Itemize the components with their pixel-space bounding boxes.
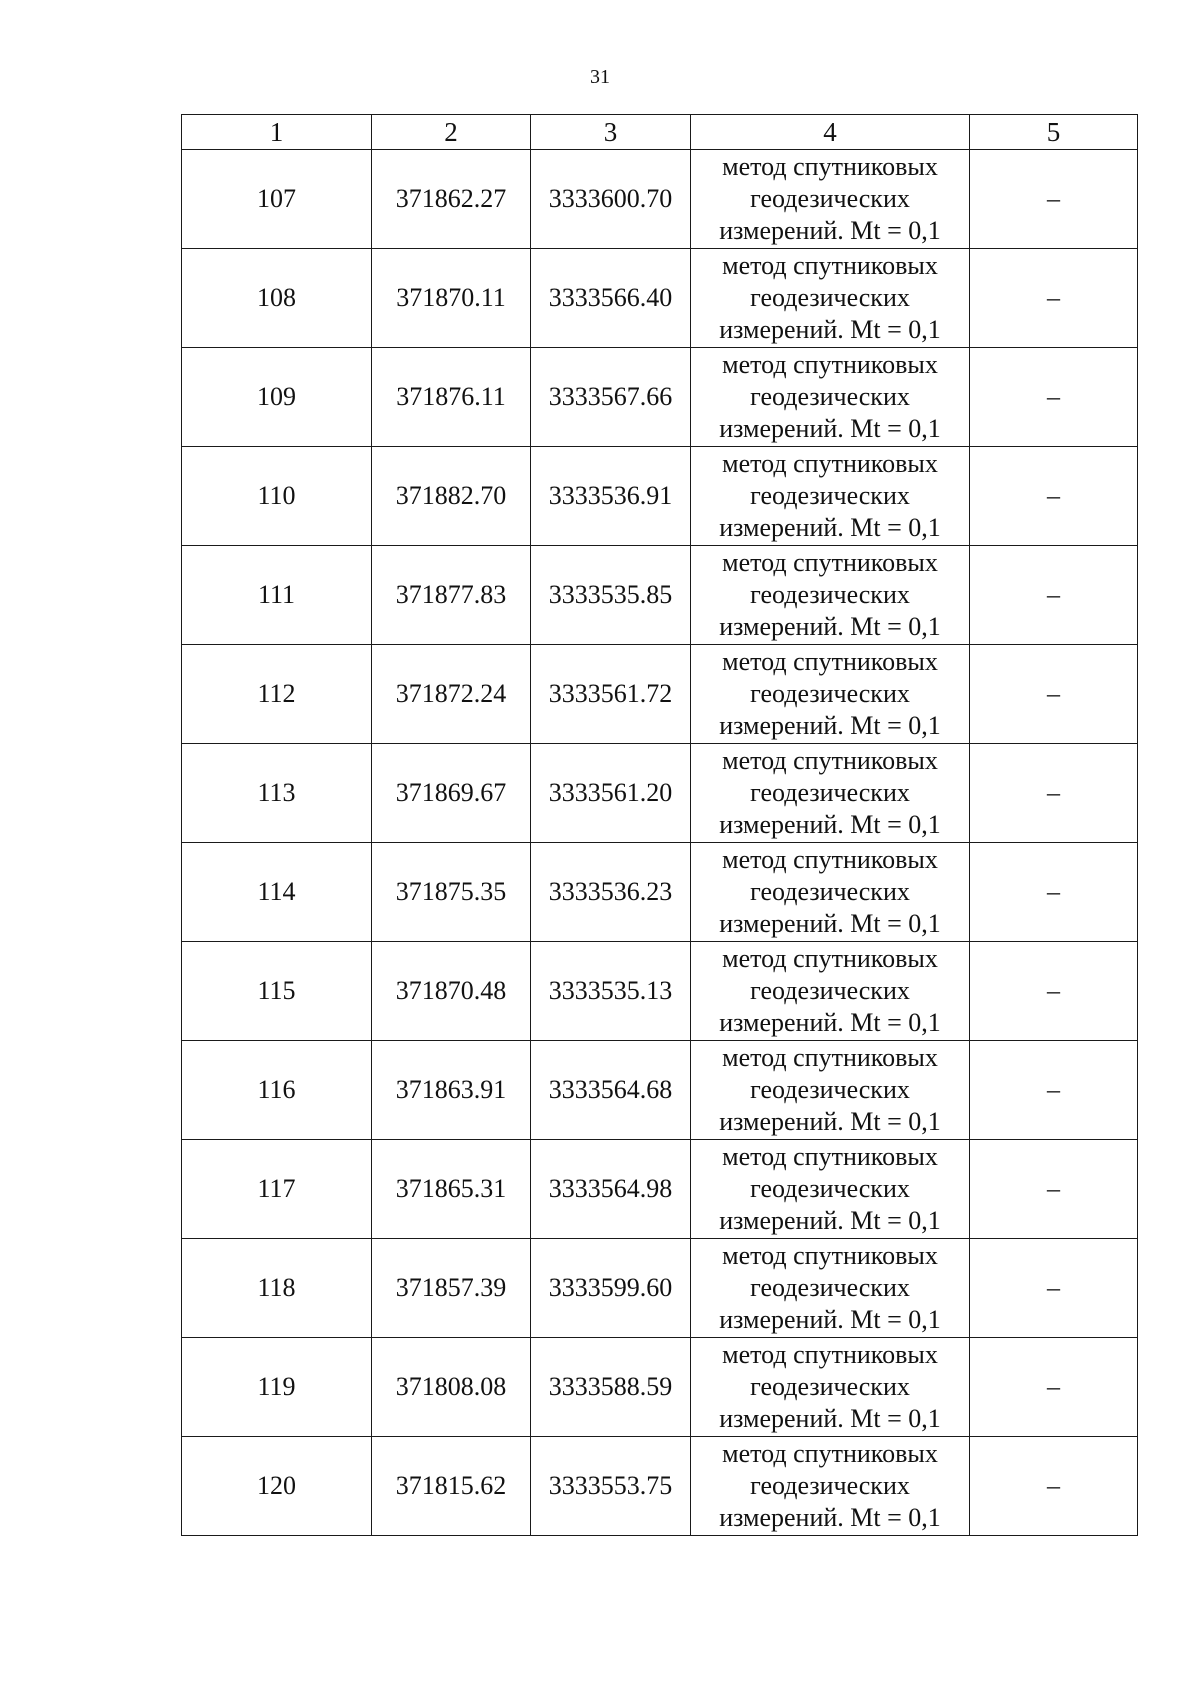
- point-number-cell: 116: [182, 1041, 372, 1140]
- column-5-cell: –: [970, 447, 1138, 546]
- method-line-2: геодезических: [750, 1075, 910, 1104]
- point-number-cell: 108: [182, 249, 372, 348]
- x-coordinate-cell: 371865.31: [372, 1140, 531, 1239]
- point-number-cell: 107: [182, 150, 372, 249]
- column-5-cell: –: [970, 1041, 1138, 1140]
- method-cell: [691, 1338, 970, 1437]
- y-coordinate-cell: 3333564.68: [531, 1041, 691, 1140]
- x-coordinate-cell: 371870.11: [372, 249, 531, 348]
- method-line-2: геодезических: [750, 184, 910, 213]
- table-row: [182, 1140, 1138, 1239]
- method-line-3: измерений. Mt = 0,1: [719, 810, 941, 839]
- header-col-5: 5: [970, 115, 1138, 150]
- method-line-1: метод спутниковых: [722, 1241, 938, 1270]
- column-5-cell: –: [970, 744, 1138, 843]
- method-line-1: метод спутниковых: [722, 647, 938, 676]
- y-coordinate-cell: 3333564.98: [531, 1140, 691, 1239]
- x-coordinate-cell: 371869.67: [372, 744, 531, 843]
- table-header: [182, 115, 1138, 150]
- method-cell: [691, 744, 970, 843]
- x-coordinate-cell: 371882.70: [372, 447, 531, 546]
- method-cell: [691, 942, 970, 1041]
- x-coordinate-cell: 371876.11: [372, 348, 531, 447]
- method-line-1: метод спутниковых: [722, 449, 938, 478]
- method-line-1: метод спутниковых: [722, 152, 938, 181]
- method-line-2: геодезических: [750, 679, 910, 708]
- point-number-cell: 112: [182, 645, 372, 744]
- x-coordinate-cell: 371875.35: [372, 843, 531, 942]
- method-line-3: измерений. Mt = 0,1: [719, 1404, 941, 1433]
- table-row: [182, 1338, 1138, 1437]
- method-line-1: метод спутниковых: [722, 1340, 938, 1369]
- method-line-1: метод спутниковых: [722, 944, 938, 973]
- method-line-1: метод спутниковых: [722, 1142, 938, 1171]
- method-line-3: измерений. Mt = 0,1: [719, 513, 941, 542]
- table-row: [182, 150, 1138, 249]
- x-coordinate-cell: 371877.83: [372, 546, 531, 645]
- header-col-4: 4: [691, 115, 970, 150]
- y-coordinate-cell: 3333553.75: [531, 1437, 691, 1536]
- method-line-1: метод спутниковых: [722, 845, 938, 874]
- method-line-1: метод спутниковых: [722, 350, 938, 379]
- table-body: [182, 150, 1138, 1536]
- header-row: [182, 115, 1138, 150]
- column-5-cell: –: [970, 249, 1138, 348]
- method-line-2: геодезических: [750, 778, 910, 807]
- y-coordinate-cell: 3333600.70: [531, 150, 691, 249]
- method-line-1: метод спутниковых: [722, 1043, 938, 1072]
- method-line-3: измерений. Mt = 0,1: [719, 414, 941, 443]
- x-coordinate-cell: 371815.62: [372, 1437, 531, 1536]
- y-coordinate-cell: 3333536.91: [531, 447, 691, 546]
- table-row: [182, 249, 1138, 348]
- table-row: [182, 942, 1138, 1041]
- table-row: [182, 645, 1138, 744]
- method-cell: [691, 1239, 970, 1338]
- method-line-2: геодезических: [750, 976, 910, 1005]
- header-col-1: 1: [182, 115, 372, 150]
- y-coordinate-cell: 3333561.20: [531, 744, 691, 843]
- x-coordinate-cell: 371857.39: [372, 1239, 531, 1338]
- point-number-cell: 120: [182, 1437, 372, 1536]
- method-cell: [691, 546, 970, 645]
- point-number-cell: 117: [182, 1140, 372, 1239]
- x-coordinate-cell: 371808.08: [372, 1338, 531, 1437]
- method-line-2: геодезических: [750, 1471, 910, 1500]
- table-row: [182, 348, 1138, 447]
- x-coordinate-cell: 371872.24: [372, 645, 531, 744]
- table-row: [182, 546, 1138, 645]
- y-coordinate-cell: 3333535.13: [531, 942, 691, 1041]
- table-row: [182, 843, 1138, 942]
- table-row: [182, 1041, 1138, 1140]
- coordinates-table: [181, 114, 1138, 1536]
- method-line-1: метод спутниковых: [722, 251, 938, 280]
- method-line-1: метод спутниковых: [722, 548, 938, 577]
- point-number-cell: 110: [182, 447, 372, 546]
- method-cell: [691, 1437, 970, 1536]
- point-number-cell: 115: [182, 942, 372, 1041]
- y-coordinate-cell: 3333536.23: [531, 843, 691, 942]
- point-number-cell: 118: [182, 1239, 372, 1338]
- method-line-3: измерений. Mt = 0,1: [719, 1305, 941, 1334]
- method-cell: [691, 249, 970, 348]
- y-coordinate-cell: 3333588.59: [531, 1338, 691, 1437]
- method-line-3: измерений. Mt = 0,1: [719, 711, 941, 740]
- method-line-1: метод спутниковых: [722, 746, 938, 775]
- method-line-3: измерений. Mt = 0,1: [719, 315, 941, 344]
- column-5-cell: –: [970, 348, 1138, 447]
- table-row: [182, 447, 1138, 546]
- column-5-cell: –: [970, 843, 1138, 942]
- column-5-cell: –: [970, 1239, 1138, 1338]
- method-cell: [691, 645, 970, 744]
- method-cell: [691, 348, 970, 447]
- column-5-cell: –: [970, 150, 1138, 249]
- x-coordinate-cell: 371863.91: [372, 1041, 531, 1140]
- method-line-2: геодезических: [750, 283, 910, 312]
- point-number-cell: 111: [182, 546, 372, 645]
- y-coordinate-cell: 3333567.66: [531, 348, 691, 447]
- x-coordinate-cell: 371862.27: [372, 150, 531, 249]
- method-line-2: геодезических: [750, 580, 910, 609]
- method-line-3: измерений. Mt = 0,1: [719, 1107, 941, 1136]
- method-line-2: геодезических: [750, 1372, 910, 1401]
- method-cell: [691, 447, 970, 546]
- column-5-cell: –: [970, 1140, 1138, 1239]
- method-cell: [691, 150, 970, 249]
- method-line-3: измерений. Mt = 0,1: [719, 1503, 941, 1532]
- table-row: [182, 1437, 1138, 1536]
- point-number-cell: 109: [182, 348, 372, 447]
- method-line-2: геодезических: [750, 382, 910, 411]
- point-number-cell: 119: [182, 1338, 372, 1437]
- method-line-2: геодезических: [750, 1174, 910, 1203]
- method-cell: [691, 1140, 970, 1239]
- method-line-3: измерений. Mt = 0,1: [719, 1008, 941, 1037]
- column-5-cell: –: [970, 1338, 1138, 1437]
- point-number-cell: 113: [182, 744, 372, 843]
- method-line-3: измерений. Mt = 0,1: [719, 1206, 941, 1235]
- page-number: 31: [590, 66, 610, 88]
- header-col-3: 3: [531, 115, 691, 150]
- method-line-3: измерений. Mt = 0,1: [719, 909, 941, 938]
- table-row: [182, 1239, 1138, 1338]
- point-number-cell: 114: [182, 843, 372, 942]
- column-5-cell: –: [970, 546, 1138, 645]
- method-line-2: геодезических: [750, 877, 910, 906]
- method-cell: [691, 1041, 970, 1140]
- method-line-3: измерений. Mt = 0,1: [719, 612, 941, 641]
- method-line-3: измерений. Mt = 0,1: [719, 216, 941, 245]
- y-coordinate-cell: 3333535.85: [531, 546, 691, 645]
- y-coordinate-cell: 3333561.72: [531, 645, 691, 744]
- header-col-2: 2: [372, 115, 531, 150]
- y-coordinate-cell: 3333566.40: [531, 249, 691, 348]
- column-5-cell: –: [970, 942, 1138, 1041]
- column-5-cell: –: [970, 645, 1138, 744]
- x-coordinate-cell: 371870.48: [372, 942, 531, 1041]
- column-5-cell: –: [970, 1437, 1138, 1536]
- method-line-1: метод спутниковых: [722, 1439, 938, 1468]
- y-coordinate-cell: 3333599.60: [531, 1239, 691, 1338]
- method-line-2: геодезических: [750, 481, 910, 510]
- method-cell: [691, 843, 970, 942]
- method-line-2: геодезических: [750, 1273, 910, 1302]
- table-row: [182, 744, 1138, 843]
